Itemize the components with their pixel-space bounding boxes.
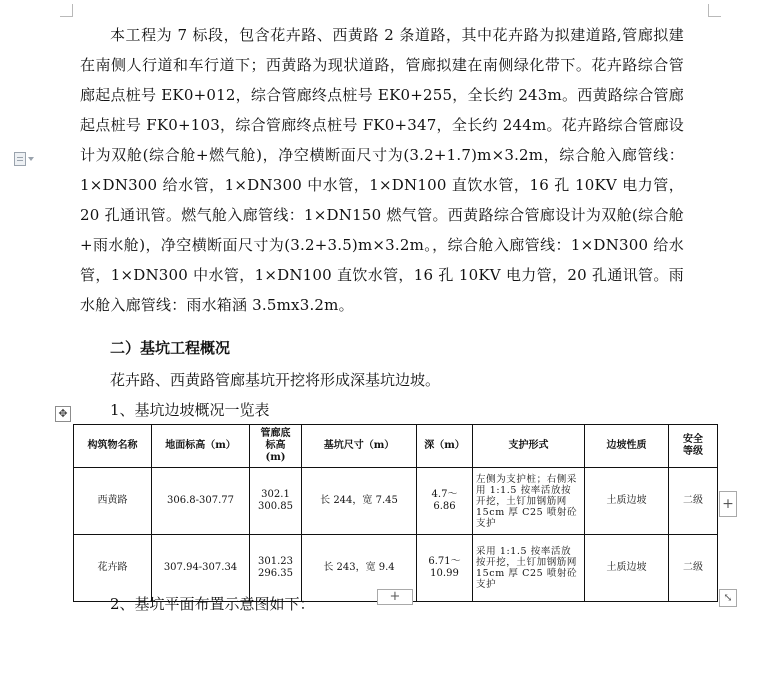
layout-diagram-caption: 2、基坑平面布置示意图如下： <box>110 595 315 613</box>
header-slope-nature: 边坡性质 <box>585 425 669 468</box>
slope-overview-table <box>73 424 718 602</box>
section-heading: 二）基坑工程概况 <box>110 339 231 357</box>
cell-support: 左侧为支护桩；右侧采用 1:1.5 按率活放按开挖，土钉加钢筋网 15cm 厚 C25 喷射砼支护 <box>473 468 585 535</box>
header-bottom-elevation: 管廊底 标高 (m) <box>250 425 302 468</box>
page-corner-mark-right <box>708 4 721 17</box>
page-corner-mark-left <box>60 4 73 17</box>
header-depth: 深（m） <box>417 425 473 468</box>
table-header-row <box>74 425 718 468</box>
cell-name: 花卉路 <box>74 535 152 602</box>
header-ground-elevation: 地面标高（m） <box>152 425 250 468</box>
table-move-handle-icon[interactable]: ✥ <box>55 406 71 422</box>
excavation-summary-paragraph: 花卉路、西黄路管廊基坑开挖将形成深基坑边坡。 <box>110 371 441 389</box>
header-safety-grade: 安全 等级 <box>669 425 718 468</box>
cell-safety: 二级 <box>669 535 718 602</box>
cell-size: 长 244，宽 7.45 <box>302 468 417 535</box>
header-structure-name: 构筑物名称 <box>74 425 152 468</box>
cell-ground: 306.8-307.77 <box>152 468 250 535</box>
cell-bottom: 302.1 300.85 <box>250 468 302 535</box>
table-caption: 1、基坑边坡概况一览表 <box>110 401 270 419</box>
document-icon <box>14 152 26 166</box>
add-column-button[interactable]: + <box>719 491 737 517</box>
cell-name: 西黄路 <box>74 468 152 535</box>
table-row <box>74 468 718 535</box>
header-pit-size: 基坑尺寸（m） <box>302 425 417 468</box>
cell-slope: 土质边坡 <box>585 535 669 602</box>
cell-depth: 4.7～ 6.86 <box>417 468 473 535</box>
paragraph-options-button[interactable] <box>14 152 34 166</box>
cell-ground: 307.94-307.34 <box>152 535 250 602</box>
cell-slope: 土质边坡 <box>585 468 669 535</box>
project-overview-paragraph: 本工程为 7 标段，包含花卉路、西黄路 2 条道路，其中花卉路为拟建道路,管廊拟建在南侧人行道和车行道下；西黄路为现状道路，管廊拟建在南侧绿化带下。花卉路综合管廊起点桩号 EK0+012，综合管廊终点桩号 EK0+255，全长约 243m。西黄路综合管廊起点桩号 FK0+103，综合管廊终点桩号 FK0+347，全长约 244m。花卉路综合管廊设计为双舱(综合舱+燃气舱)，净空横断面尺寸为(3.2+1.7)m×3.2m，综合舱入廊管线：1×DN300 给水管，1×DN300 中水管，1×DN100 直饮水管，16 孔 10KV 电力管，20 孔通讯管。燃气舱入廊管线：1×DN150 燃气管。西黄路综合管廊设计为双舱(综合舱+雨水舱)，净空横断面尺寸为(3.2+3.5)m×3.2m。，综合舱入廊管线：1×DN300 给水管，1×DN300 中水管，1×DN100 直饮水管，16 孔 10KV 电力管，20 孔通讯管。雨水舱入廊管线：雨水箱涵 3.5mx3.2m。 <box>80 26 684 314</box>
table-resize-handle-icon[interactable]: ⤡ <box>719 589 737 607</box>
cell-depth: 6.71～ 10.99 <box>417 535 473 602</box>
chevron-down-icon <box>28 157 34 161</box>
add-row-button[interactable]: + <box>377 589 413 605</box>
cell-size: 长 243，宽 9.4 <box>302 535 417 602</box>
cell-support: 采用 1:1.5 按率活放按开挖，土钉加钢筋网 15cm 厚 C25 喷射砼支护 <box>473 535 585 602</box>
cell-safety: 二级 <box>669 468 718 535</box>
header-support-type: 支护形式 <box>473 425 585 468</box>
cell-bottom: 301.23 296.35 <box>250 535 302 602</box>
